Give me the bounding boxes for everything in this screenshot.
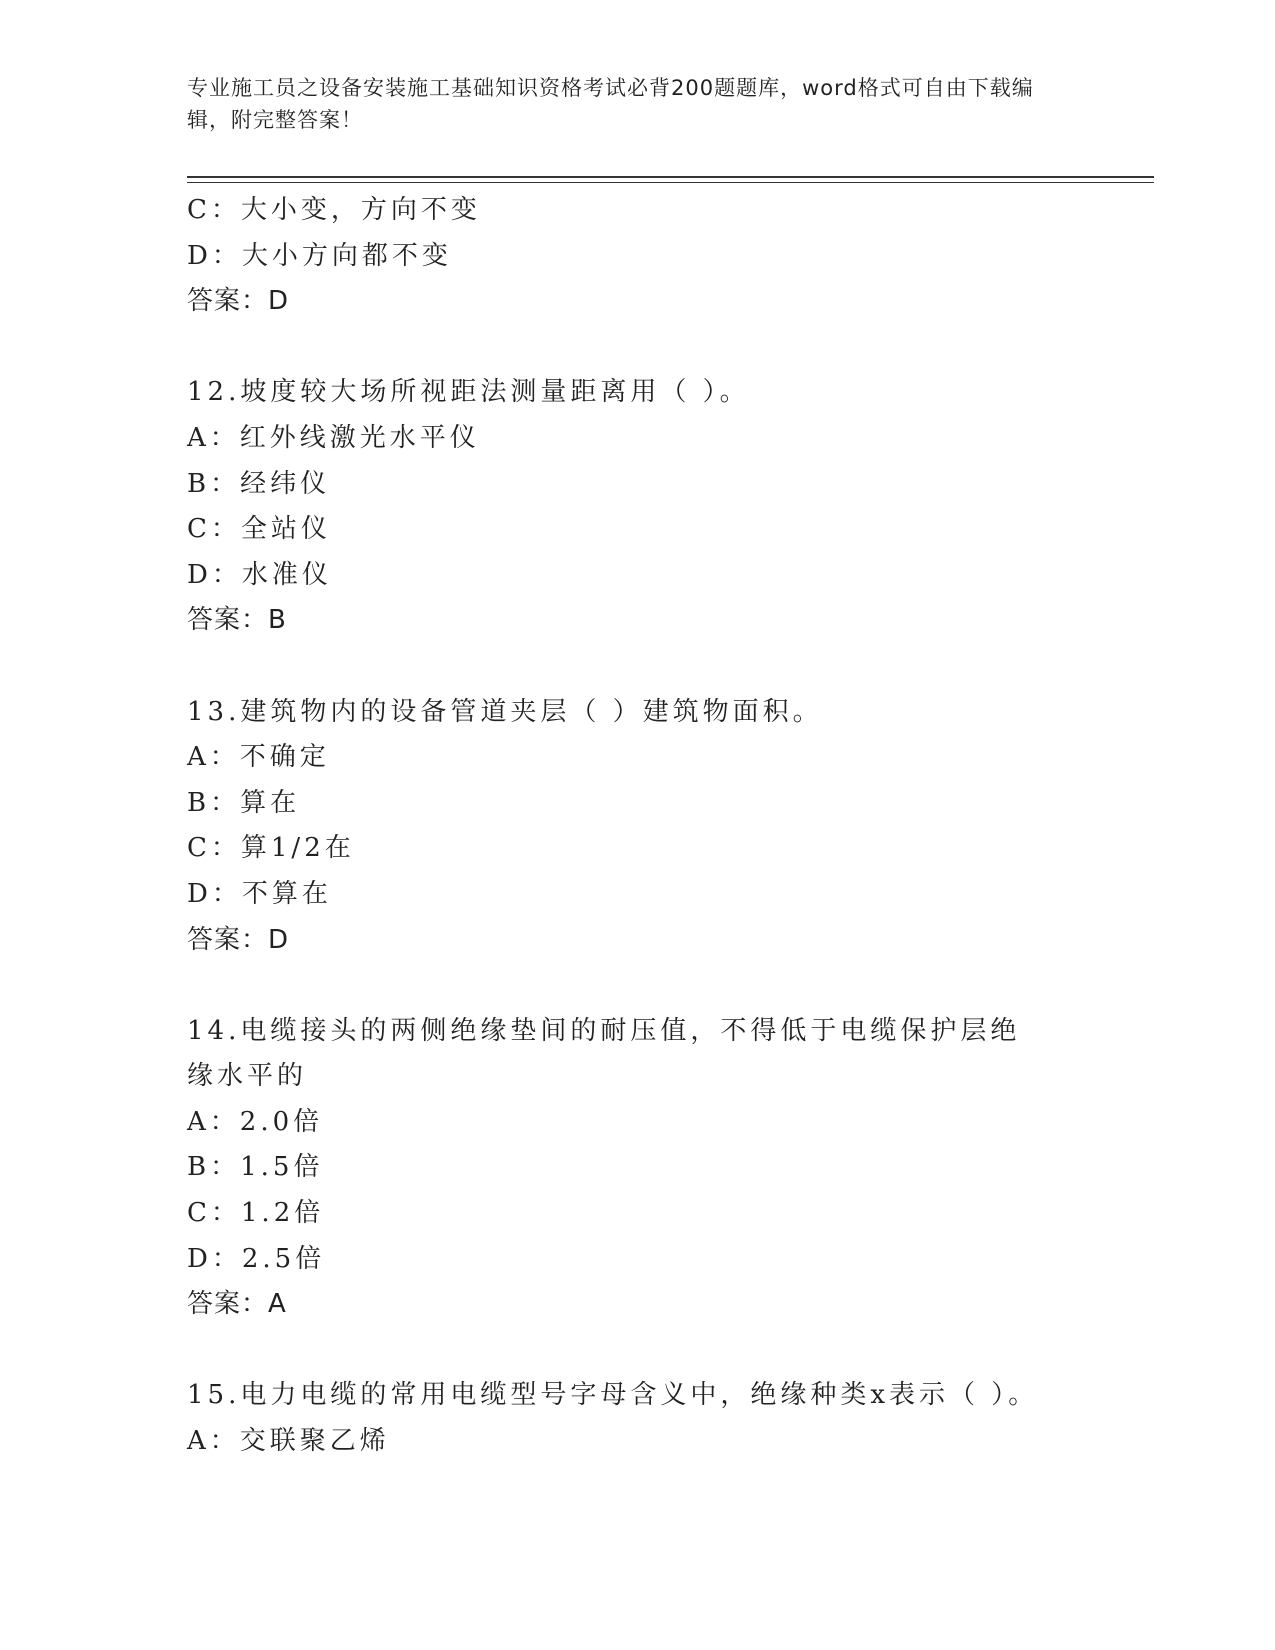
option-a: A：2.0倍	[187, 1106, 324, 1137]
option-b: B：经纬仪	[187, 468, 331, 499]
answer-line: 答案：D	[187, 924, 290, 955]
option-a: A：不确定	[187, 742, 330, 773]
option-a: A：红外线激光水平仪	[187, 422, 480, 453]
question-stem: 13.建筑物内的设备管道夹层（ ）建筑物面积。	[187, 696, 823, 727]
option-c: C：大小变，方向不变	[187, 195, 481, 225]
question-stem: 14.电缆接头的两侧绝缘垫间的耐压值，不得低于电缆保护层绝缘水平的	[187, 1015, 1021, 1092]
option-c: C：算1/2在	[187, 833, 355, 864]
option-d: D：不算在	[187, 878, 332, 909]
option-b: B：1.5倍	[187, 1152, 324, 1183]
answer-line: 答案：A	[187, 1289, 287, 1320]
document-header: 专业施工员之设备安装施工基础知识资格考试必背200题题库，word格式可自由下载编辑，附完整答案！	[187, 76, 1034, 132]
option-d: D：水准仪	[187, 559, 332, 590]
option-b: B：算在	[187, 787, 301, 818]
option-a: A：交联聚乙烯	[187, 1426, 390, 1457]
option-c: C：1.2倍	[187, 1198, 325, 1229]
header-divider-thin	[187, 182, 1154, 183]
question-stem: 12.坡度较大场所视距法测量距离用（ ）。	[187, 377, 750, 408]
question-list	[187, 188, 1087, 1465]
answer-line: 答案：B	[187, 605, 287, 636]
option-c: C：全站仪	[187, 514, 331, 545]
question-stem: 15.电力电缆的常用电缆型号字母含义中，绝缘种类x表示（ ）。	[187, 1380, 1039, 1411]
option-d: D：2.5倍	[187, 1243, 326, 1274]
option-d: D：大小方向都不变	[187, 240, 452, 271]
header-divider	[187, 176, 1154, 178]
answer-line: 答案：D	[187, 286, 290, 317]
